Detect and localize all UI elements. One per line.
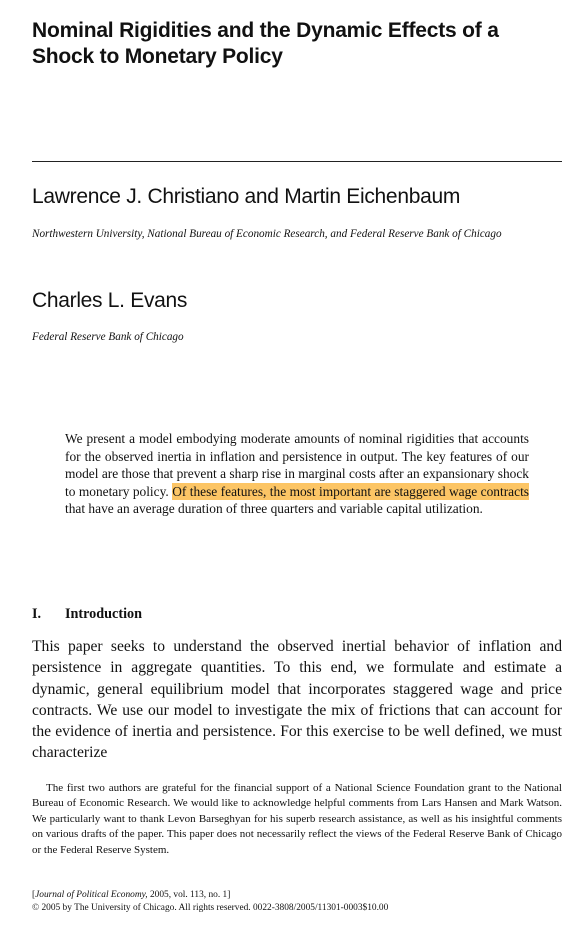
section-heading xyxy=(32,604,142,624)
acknowledgment-footnote: The first two authors are grateful for the financial support of a National Science Foundation grant to the National Bureau of Economic Research. We would like to acknowledge helpful comments from Lars Hansen and Mark Watson. We particularly want to thank Levon Barseghyan for his superb research assistance, as well as his insightful comments on various drafts of the paper. This paper does not necessarily reflect the views of the Federal Reserve Bank of Chicago or the Federal Reserve System. xyxy=(32,782,562,856)
journal-name: Journal of Political Economy, xyxy=(35,890,148,900)
journal-reference xyxy=(32,889,562,902)
journal-details: 2005, vol. 113, no. 1] xyxy=(147,890,231,900)
author-affiliation-secondary: Federal Reserve Bank of Chicago xyxy=(32,331,184,343)
paper-title: Nominal Rigidities and the Dynamic Effects of a Shock to Monetary Policy xyxy=(32,19,499,68)
section-number: I. xyxy=(32,606,42,622)
journal-bracket-open: [ xyxy=(32,890,36,900)
journal-citation xyxy=(32,889,562,914)
section-title: Introduction xyxy=(65,606,142,622)
intro-paragraph: This paper seeks to understand the observed inertial behavior of inflation and persistence in aggregate quantities. To this end, we formulate and estimate a dynamic, general equilibrium model that incorporates staggered wage and price contracts. We use our model to investigate the mix of frictions that can account for the evidence of inertia and persistence. For this exercise to be well defined, we must characterize xyxy=(32,638,562,762)
author-affiliation-primary: Northwestern University, National Bureau of Economic Research, and Federal Reserve Bank of Chicago xyxy=(32,228,502,240)
author-names-primary: Lawrence J. Christiano and Martin Eichenbaum xyxy=(32,185,461,208)
author-name-secondary: Charles L. Evans xyxy=(32,289,188,312)
copyright-line: © 2005 by The University of Chicago. All rights reserved. 0022-3808/2005/11301-0003$10.00 xyxy=(32,902,389,913)
title-divider xyxy=(32,161,562,162)
abstract-highlighted-text[interactable]: Of these features, the most important are staggered wage contracts xyxy=(172,483,529,499)
abstract-text-before: We present a model embodying moderate amounts of nominal rigidities that accounts for the observed inertia in inflation and persistence in output. The key features of our model are those that prevent a sharp rise in marginal costs after an expansionary shock to monetary policy. xyxy=(65,431,529,499)
abstract-text-after: that have an average duration of three quarters and variable capital utilization. xyxy=(65,501,483,516)
abstract xyxy=(65,430,529,518)
